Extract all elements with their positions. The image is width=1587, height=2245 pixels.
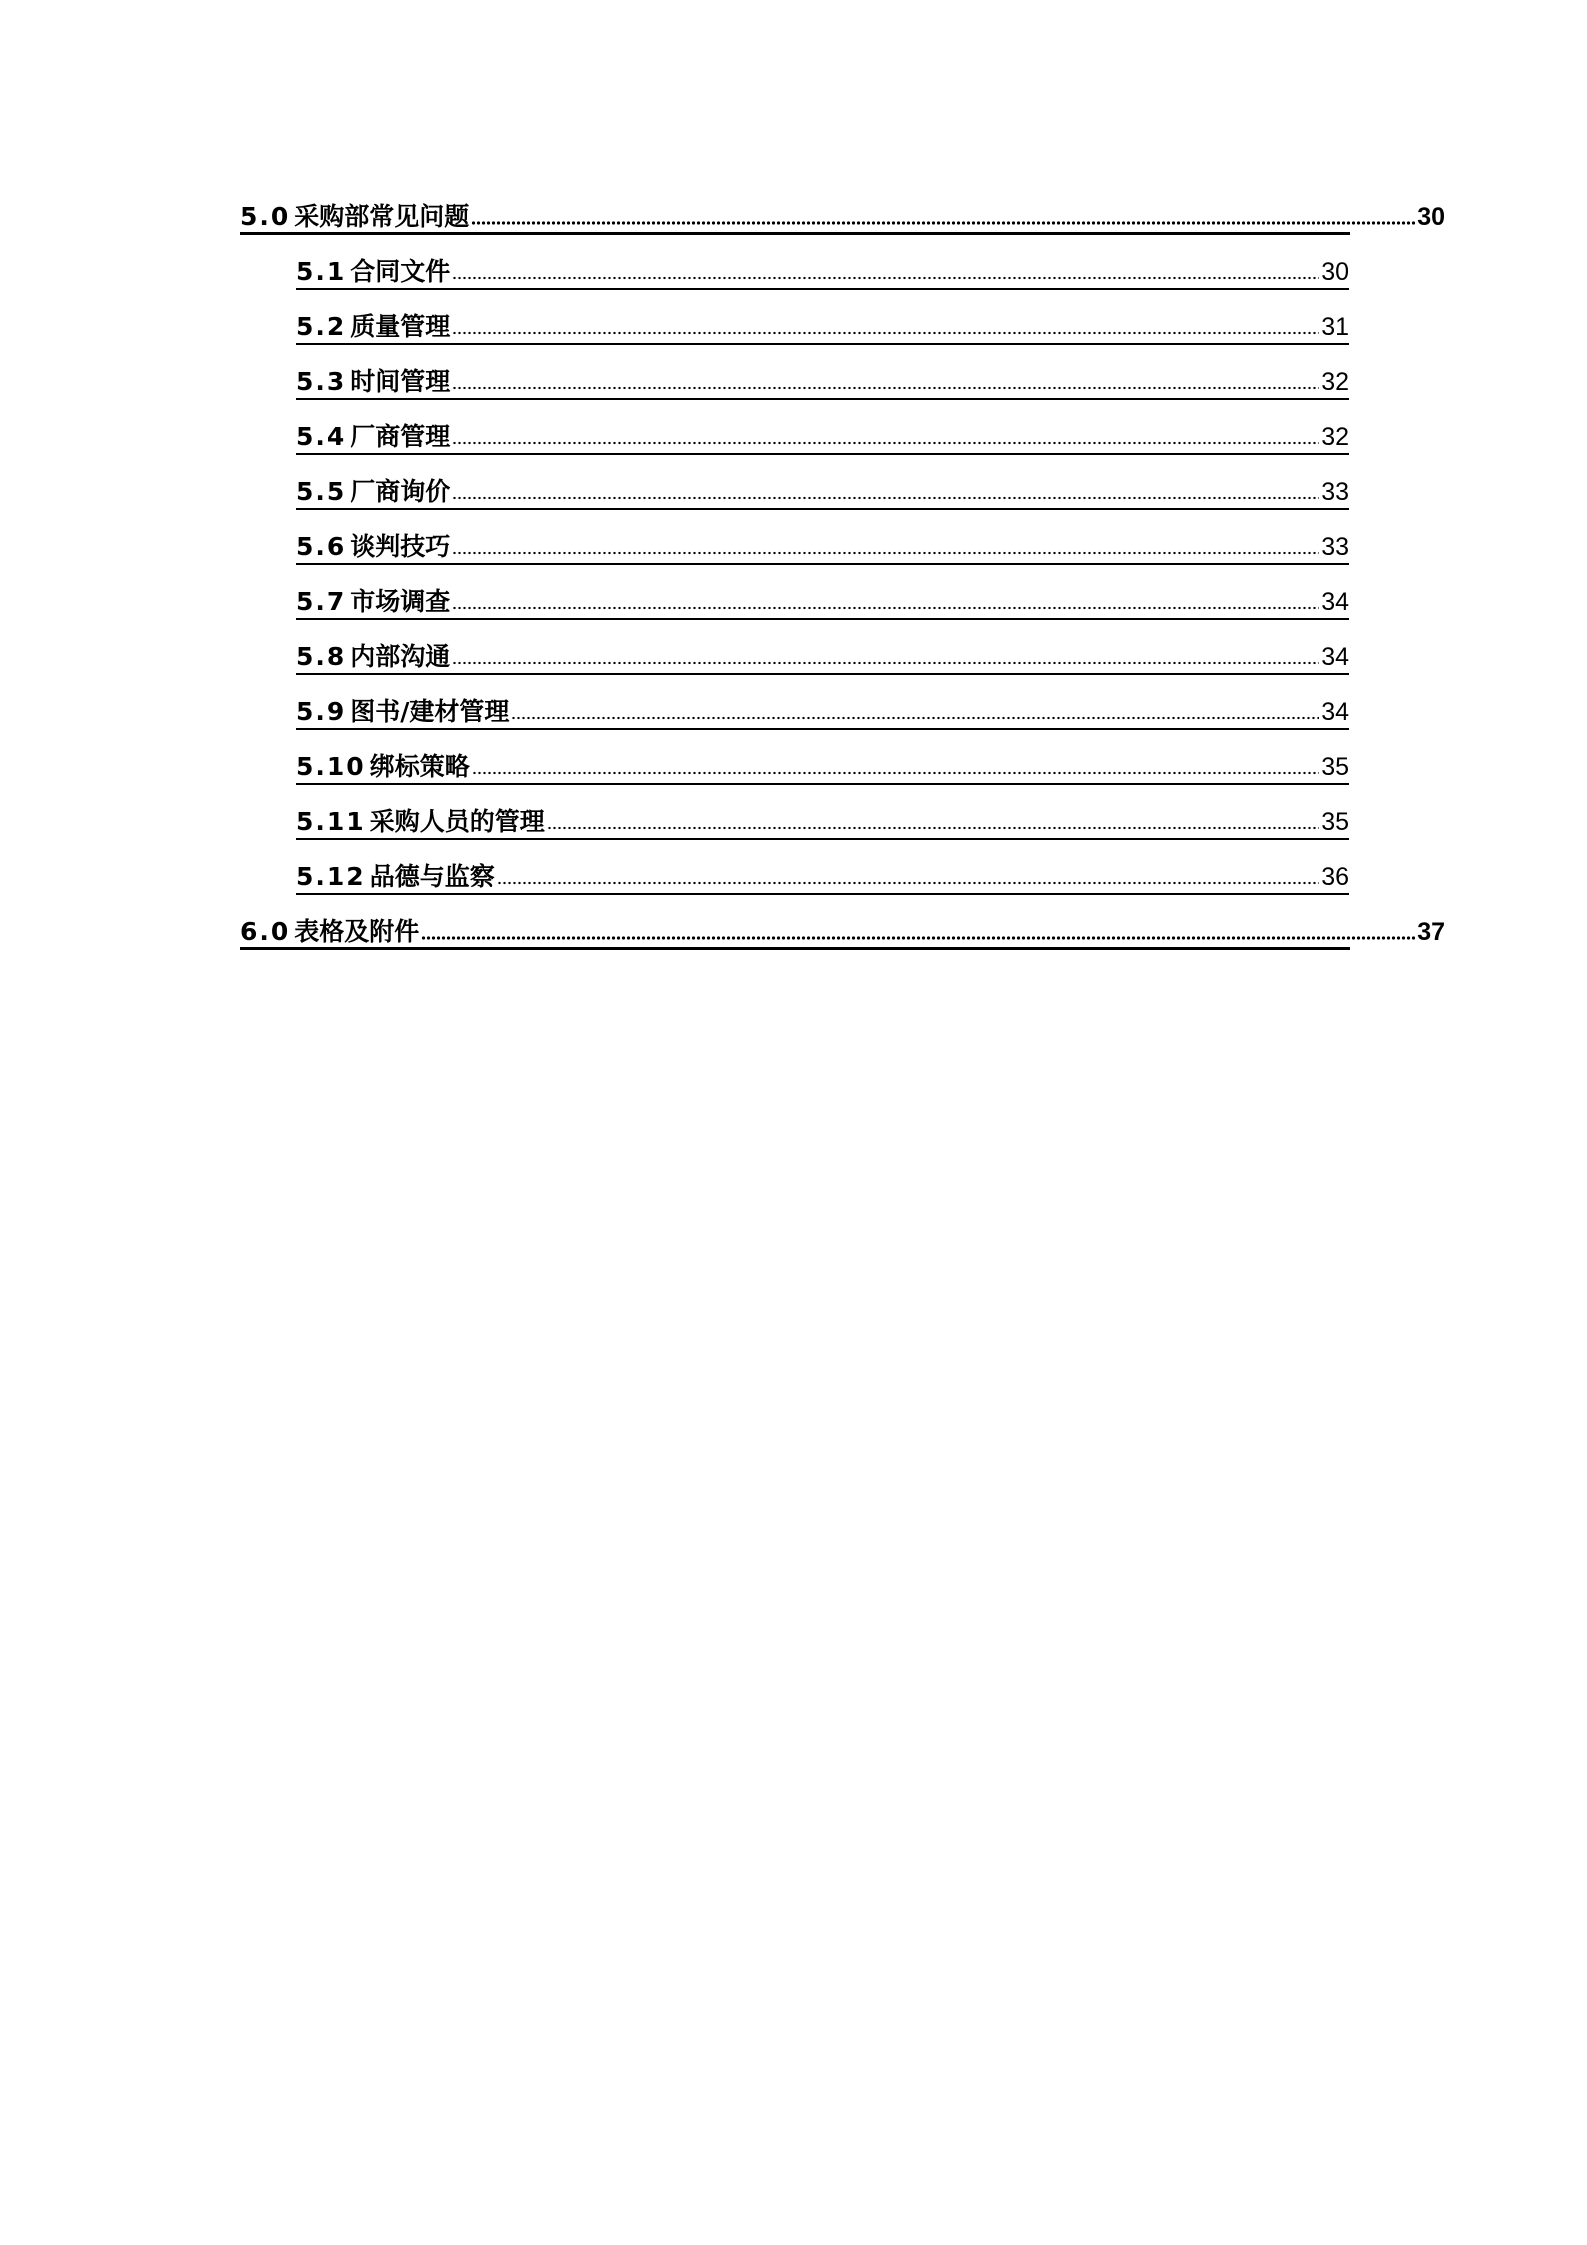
entry-title: 采购部常见问题	[294, 202, 470, 231]
toc-entry[interactable]	[296, 797, 1349, 837]
dot-leader	[452, 660, 1319, 666]
toc-entry[interactable]	[240, 907, 1445, 947]
entry-number: 5.4	[296, 422, 347, 451]
dot-leader	[472, 770, 1319, 776]
entry-page-number: 32	[1321, 423, 1349, 451]
dot-leader	[452, 495, 1319, 501]
toc-entry[interactable]	[296, 357, 1349, 397]
entry-underline	[296, 838, 1349, 840]
entry-page-number: 34	[1321, 643, 1349, 671]
entry-number: 5.5	[296, 477, 347, 506]
dot-leader	[547, 825, 1319, 831]
entry-page-number: 36	[1321, 863, 1349, 891]
toc-entry[interactable]	[296, 412, 1349, 452]
entry-page-number: 30	[1417, 203, 1445, 231]
entry-title: 厂商管理	[350, 422, 451, 451]
entry-title: 品德与监察	[369, 862, 495, 891]
entry-underline	[296, 618, 1349, 620]
toc-entry[interactable]	[296, 302, 1349, 342]
entry-page-number: 35	[1321, 753, 1349, 781]
dot-leader	[452, 605, 1319, 611]
entry-number: 5.9	[296, 697, 347, 726]
entry-title: 质量管理	[350, 312, 451, 341]
entry-underline	[296, 563, 1349, 565]
entry-title: 厂商询价	[350, 477, 451, 506]
entry-underline	[296, 508, 1349, 510]
entry-underline	[296, 398, 1349, 400]
entry-title: 内部沟通	[350, 642, 451, 671]
toc-entry[interactable]	[240, 192, 1445, 232]
entry-title: 合同文件	[350, 257, 451, 286]
entry-number: 5.7	[296, 587, 347, 616]
entry-number: 5.10	[296, 752, 366, 781]
entry-underline	[296, 893, 1349, 895]
entry-number: 5.12	[296, 862, 366, 891]
dot-leader	[452, 385, 1319, 391]
entry-number: 6.0	[240, 917, 291, 946]
entry-underline	[240, 232, 1350, 235]
entry-page-number: 35	[1321, 808, 1349, 836]
entry-underline	[240, 947, 1350, 950]
entry-number: 5.1	[296, 257, 347, 286]
entry-title: 图书/建材管理	[350, 697, 510, 726]
entry-page-number: 33	[1321, 533, 1349, 561]
dot-leader	[497, 880, 1319, 886]
entry-title: 市场调查	[350, 587, 451, 616]
entry-underline	[296, 673, 1349, 675]
dot-leader	[452, 550, 1319, 556]
entry-number: 5.0	[240, 202, 291, 231]
entry-page-number: 32	[1321, 368, 1349, 396]
entry-number: 5.3	[296, 367, 347, 396]
entry-title: 时间管理	[350, 367, 451, 396]
entry-page-number: 31	[1321, 313, 1349, 341]
dot-leader	[452, 440, 1319, 446]
entry-title: 绑标策略	[369, 752, 470, 781]
entry-page-number: 34	[1321, 698, 1349, 726]
toc-entry[interactable]	[296, 852, 1349, 892]
entry-underline	[296, 343, 1349, 345]
entry-underline	[296, 288, 1349, 290]
entry-title: 表格及附件	[294, 917, 420, 946]
dot-leader	[511, 715, 1319, 721]
toc-entry[interactable]	[296, 522, 1349, 562]
entry-page-number: 33	[1321, 478, 1349, 506]
entry-number: 5.8	[296, 642, 347, 671]
toc-entry[interactable]	[296, 687, 1349, 727]
toc-entry[interactable]	[296, 632, 1349, 672]
entry-number: 5.6	[296, 532, 347, 561]
dot-leader	[452, 330, 1319, 336]
entry-number: 5.11	[296, 807, 366, 836]
entry-number: 5.2	[296, 312, 347, 341]
entry-page-number: 30	[1321, 258, 1349, 286]
entry-page-number: 34	[1321, 588, 1349, 616]
dot-leader	[471, 220, 1415, 226]
entry-underline	[296, 453, 1349, 455]
entry-page-number: 37	[1417, 918, 1445, 946]
toc-entry[interactable]	[296, 742, 1349, 782]
dot-leader	[421, 935, 1415, 941]
entry-underline	[296, 728, 1349, 730]
entry-underline	[296, 783, 1349, 785]
toc-entry[interactable]	[296, 467, 1349, 507]
entry-title: 谈判技巧	[350, 532, 451, 561]
toc-entry[interactable]	[296, 577, 1349, 617]
entry-title: 采购人员的管理	[369, 807, 545, 836]
toc-entry[interactable]	[296, 247, 1349, 287]
dot-leader	[452, 275, 1319, 281]
